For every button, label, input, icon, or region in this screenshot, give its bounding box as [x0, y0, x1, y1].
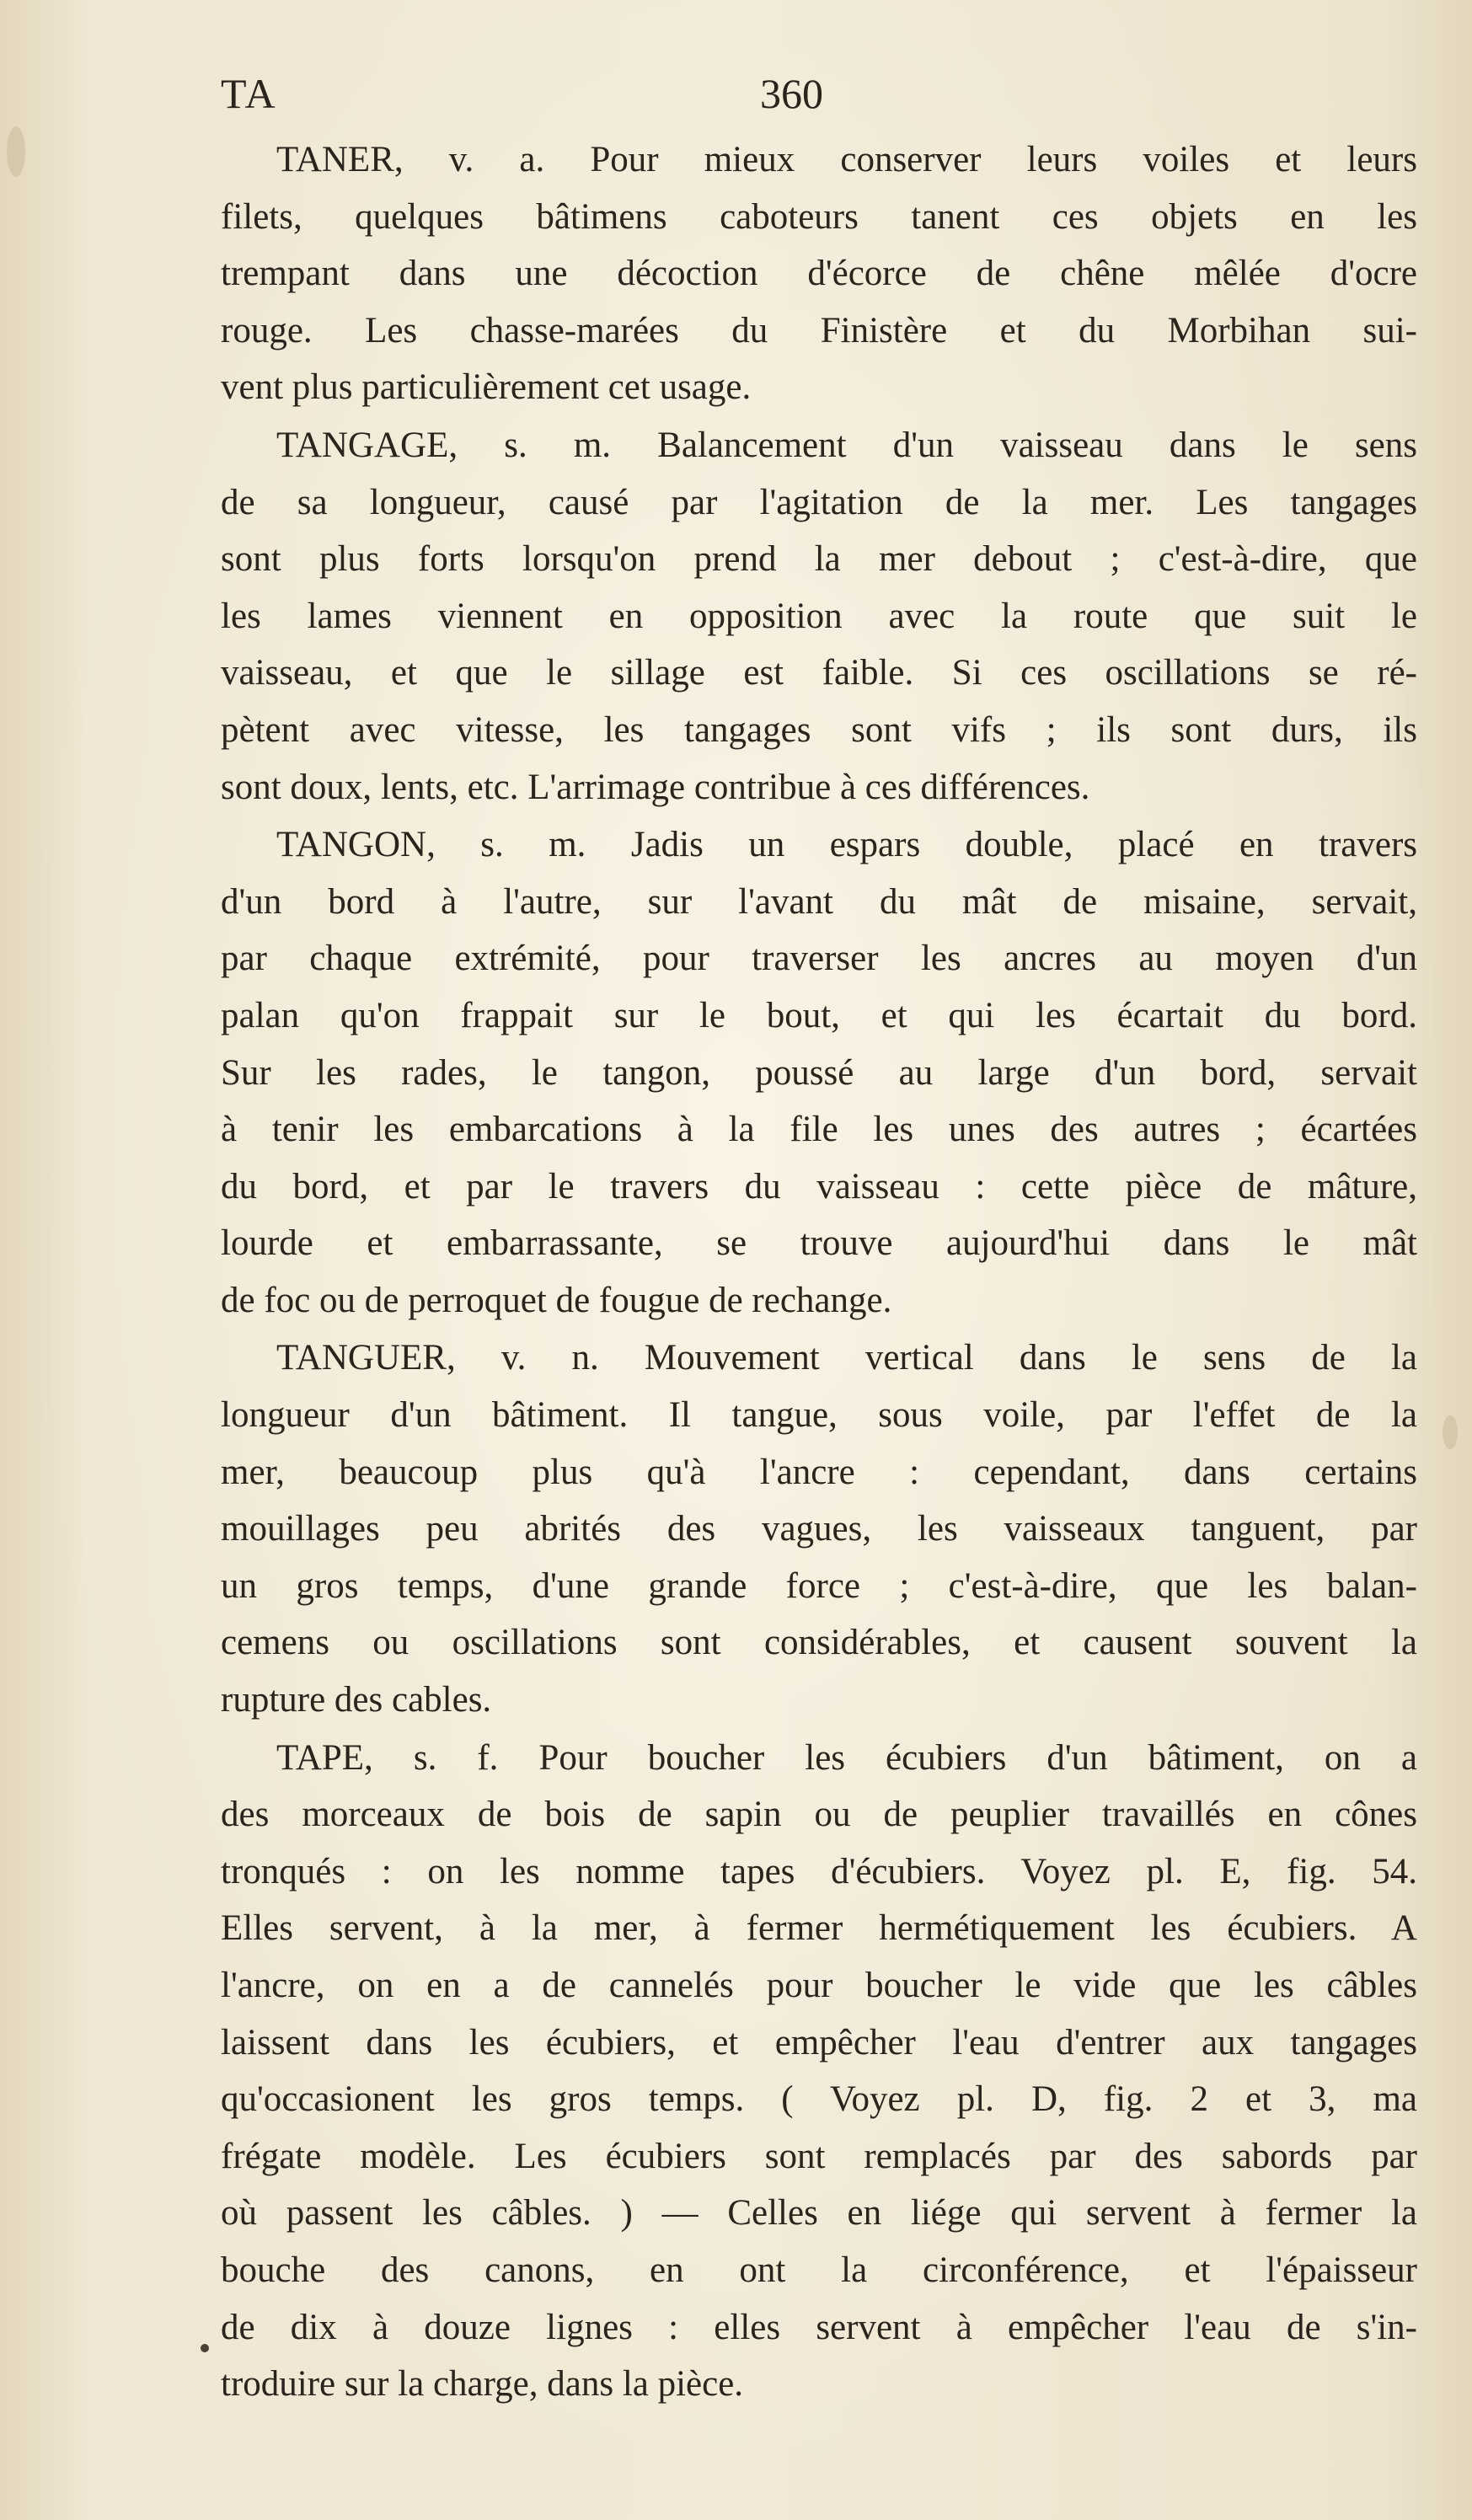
text-line: bouche des canons, en ont la circonférence, et l'épaisseur	[221, 2250, 1417, 2290]
paper-stain	[1443, 1415, 1458, 1449]
text-line: de foc ou de perroquet de fougue de rechange.	[221, 1280, 892, 1320]
text-line: de dix à douze lignes : elles servent à empêcher l'eau de s'in-	[221, 2307, 1417, 2347]
text-line: un gros temps, d'une grande force ; c'est-à-dire, que les balan-	[221, 1565, 1417, 1606]
text-line: TAPE, s. f. Pour boucher les écubiers d'un bâtiment, on a	[276, 1737, 1417, 1778]
dictionary-body	[221, 131, 1417, 2414]
page-number: 360	[760, 70, 823, 117]
text-line: TANGUER, v. n. Mouvement vertical dans le sens de la	[276, 1338, 1417, 1378]
text-line: mouillages peu abrités des vagues, les vaisseaux tanguent, par	[221, 1509, 1417, 1549]
text-line: cemens ou oscillations sont considérables, et causent souvent la	[221, 1623, 1417, 1663]
text-line: TANGAGE, s. m. Balancement d'un vaisseau dans le sens	[276, 425, 1417, 465]
text-line: les lames viennent en opposition avec la route que suit le	[221, 596, 1417, 636]
text-line: par chaque extrémité, pour traverser les ancres au moyen d'un	[221, 939, 1417, 979]
page-header	[221, 69, 1417, 128]
text-line: qu'occasionent les gros temps. ( Voyez pl. D, fig. 2 et 3, ma	[221, 2079, 1417, 2120]
entry-taner	[221, 131, 1417, 416]
text-line: frégate modèle. Les écubiers sont remplacés par des sabords par	[221, 2136, 1417, 2176]
text-line: à tenir les embarcations à la file les unes des autres ; écartées	[221, 1110, 1417, 1150]
text-line: TANGON, s. m. Jadis un espars double, placé en travers	[276, 825, 1417, 865]
text-line: TANER, v. a. Pour mieux conserver leurs voiles et leurs	[276, 140, 1417, 179]
text-line: Elles servent, à la mer, à fermer hermétiquement les écubiers. A	[221, 1908, 1417, 1949]
running-head: TA	[221, 70, 277, 117]
text-line: Sur les rades, le tangon, poussé au large d'un bord, servait	[221, 1052, 1417, 1093]
entry-tangage	[221, 417, 1417, 816]
entry-tape	[221, 1730, 1417, 2413]
text-line: longueur d'un bâtiment. Il tangue, sous voile, par l'effet de la	[221, 1395, 1417, 1436]
text-line: d'un bord à l'autre, sur l'avant du mât de misaine, servait,	[221, 881, 1417, 922]
text-line: des morceaux de bois de sapin ou de peuplier travaillés en cônes	[221, 1795, 1417, 1835]
text-line: du bord, et par le travers du vaisseau : cette pièce de mâture,	[221, 1166, 1417, 1206]
text-line: où passent les câbles. ) — Celles en liége qui servent à fermer la	[221, 2193, 1417, 2234]
text-line: l'ancre, on en a de cannelés pour boucher le vide que les câbles	[221, 1966, 1417, 2005]
ink-dot	[201, 2344, 209, 2352]
paper-stain	[7, 126, 25, 177]
text-line: pètent avec vitesse, les tangages sont vifs ; ils sont durs, ils	[221, 709, 1417, 750]
text-line: vaisseau, et que le sillage est faible. Si ces oscillations se ré-	[221, 653, 1417, 693]
text-line: mer, beaucoup plus qu'à l'ancre : cependant, dans certains	[221, 1452, 1417, 1492]
entry-tanguer	[221, 1330, 1417, 1728]
text-line: de sa longueur, causé par l'agitation de la mer. Les tangages	[221, 482, 1417, 522]
text-line: rupture des cables.	[221, 1680, 492, 1720]
text-line: vent plus particulièrement cet usage.	[221, 367, 752, 408]
text-line: lourde et embarrassante, se trouve aujourd'hui dans le mât	[221, 1223, 1417, 1264]
entry-tangon	[221, 816, 1417, 1329]
text-line: palan qu'on frappait sur le bout, et qui les écartait du bord.	[221, 995, 1417, 1035]
text-line: tronqués : on les nomme tapes d'écubiers. Voyez pl. E, fig. 54.	[221, 1851, 1417, 1891]
text-line: trempant dans une décoction d'écorce de chêne mêlée d'ocre	[221, 254, 1417, 294]
text-line: troduire sur la charge, dans la pièce.	[221, 2364, 744, 2405]
text-line: rouge. Les chasse-marées du Finistère et du Morbihan sui-	[221, 310, 1417, 350]
text-line: filets, quelques bâtimens caboteurs tanent ces objets en les	[221, 196, 1417, 237]
text-line: sont plus forts lorsqu'on prend la mer debout ; c'est-à-dire, que	[221, 539, 1417, 580]
text-line: laissent dans les écubiers, et empêcher l'eau d'entrer aux tangages	[221, 2022, 1417, 2063]
text-line: sont doux, lents, etc. L'arrimage contribue à ces différences.	[221, 767, 1090, 807]
